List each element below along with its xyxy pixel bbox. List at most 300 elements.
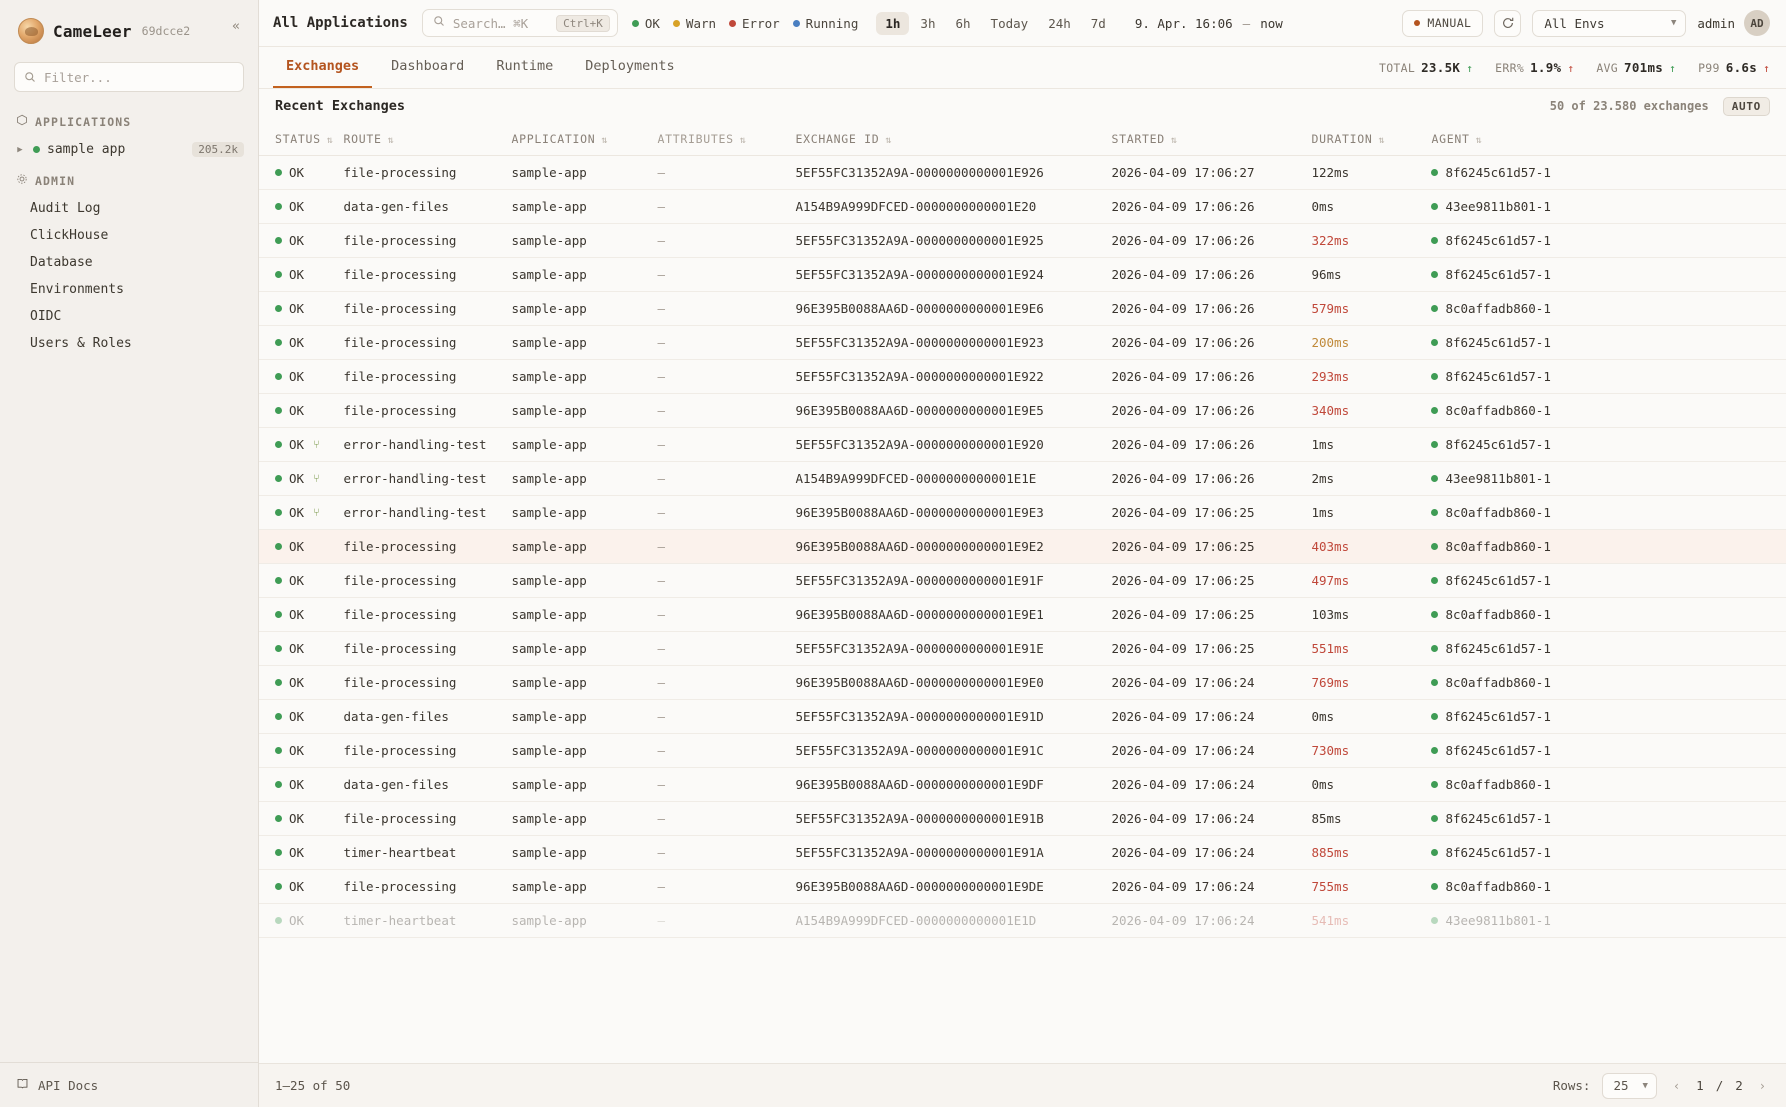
cell-duration: 769ms: [1311, 666, 1431, 700]
cell-started: 2026-04-09 17:06:26: [1111, 326, 1311, 360]
cell-exchange-id: 5EF55FC31352A9A-0000000000001E91F: [795, 564, 1111, 598]
time-from: 9. Apr. 16:06: [1134, 15, 1233, 31]
tab-exchanges[interactable]: Exchanges: [273, 47, 372, 88]
cell-route: file-processing: [343, 326, 511, 360]
table-row[interactable]: [259, 598, 1786, 632]
cell-route: data-gen-files: [343, 190, 511, 224]
table-header: [259, 123, 1786, 156]
range-text: 1–25 of 50: [275, 1078, 351, 1093]
table-row[interactable]: [259, 700, 1786, 734]
cell-status: OK: [259, 802, 343, 836]
cell-agent: 8c0affadb860-1: [1431, 768, 1786, 802]
manual-refresh-button[interactable]: [1402, 10, 1483, 37]
search-shortcut: Ctrl+K: [556, 15, 610, 32]
cell-exchange-id: 5EF55FC31352A9A-0000000000001E91E: [795, 632, 1111, 666]
brand: [0, 0, 258, 58]
main-area: [259, 0, 1786, 1107]
cell-application: sample-app: [511, 360, 657, 394]
exchange-count: 50 of 23.580 exchanges: [1549, 99, 1709, 113]
search-icon: [24, 71, 36, 83]
cell-status: OK: [259, 190, 343, 224]
table-row[interactable]: [259, 156, 1786, 190]
cell-started: 2026-04-09 17:06:26: [1111, 394, 1311, 428]
refresh-clock-icon[interactable]: [1494, 10, 1521, 37]
sidebar-item-label: Users & Roles: [30, 336, 132, 351]
cell-application: sample-app: [511, 530, 657, 564]
cell-agent: 8f6245c61d57-1: [1431, 224, 1786, 258]
cell-started: 2026-04-09 17:06:26: [1111, 224, 1311, 258]
cell-duration: 497ms: [1311, 564, 1431, 598]
metric-value: 1.9%: [1530, 60, 1562, 75]
col-duration[interactable]: DURATION ⇅: [1311, 123, 1431, 156]
cell-attributes: —: [657, 666, 795, 700]
cell-attributes: —: [657, 190, 795, 224]
tab-runtime[interactable]: Runtime: [496, 58, 554, 74]
api-docs-label: API Docs: [38, 1077, 99, 1093]
cell-duration: 403ms: [1311, 530, 1431, 564]
api-docs-link[interactable]: [0, 1062, 258, 1107]
sidebar-item-environments[interactable]: [0, 276, 258, 303]
sidebar-item-database[interactable]: [0, 249, 258, 276]
cell-exchange-id: 5EF55FC31352A9A-0000000000001E91C: [795, 734, 1111, 768]
cell-attributes: —: [657, 802, 795, 836]
admin-section-header: [0, 163, 258, 195]
cell-duration: 103ms: [1311, 598, 1431, 632]
cell-exchange-id: 5EF55FC31352A9A-0000000000001E91A: [795, 836, 1111, 870]
rows-label: Rows:: [1552, 1078, 1591, 1093]
table-row[interactable]: [259, 292, 1786, 326]
metric-label: AVG: [1596, 61, 1618, 75]
cell-exchange-id: 96E395B0088AA6D-0000000000001E9E1: [795, 598, 1111, 632]
cell-status: OK: [259, 292, 343, 326]
cell-application: sample-app: [511, 700, 657, 734]
col-attributes[interactable]: ATTRIBUTES ⇅: [657, 123, 795, 156]
environment-value: All Envs: [1544, 15, 1605, 31]
cell-attributes: —: [657, 428, 795, 462]
topbar: [259, 0, 1786, 47]
prev-page-button[interactable]: ‹: [1672, 1078, 1681, 1093]
cell-application: sample-app: [511, 802, 657, 836]
metric-trend: ↑: [1763, 62, 1770, 75]
cell-duration: 322ms: [1311, 224, 1431, 258]
table-row[interactable]: [259, 530, 1786, 564]
environment-select[interactable]: [1532, 10, 1686, 37]
cell-agent: 8c0affadb860-1: [1431, 394, 1786, 428]
cell-attributes: —: [657, 870, 795, 904]
cell-status: OK: [259, 836, 343, 870]
sidebar-item-label: Environments: [30, 282, 124, 297]
cell-duration: 0ms: [1311, 700, 1431, 734]
table-footer: [259, 1063, 1786, 1107]
sidebar-item-label: ClickHouse: [30, 228, 109, 243]
app-logo-icon: [18, 18, 44, 44]
status-filter-ok[interactable]: [632, 16, 660, 31]
cell-attributes: —: [657, 258, 795, 292]
cell-route: file-processing: [343, 734, 511, 768]
cell-duration: 293ms: [1311, 360, 1431, 394]
cell-agent: 8f6245c61d57-1: [1431, 802, 1786, 836]
cell-application: sample-app: [511, 156, 657, 190]
cell-exchange-id: 96E395B0088AA6D-0000000000001E9DF: [795, 768, 1111, 802]
cell-started: 2026-04-09 17:06:26: [1111, 360, 1311, 394]
cell-agent: 8f6245c61d57-1: [1431, 156, 1786, 190]
tab-dashboard[interactable]: Dashboard: [391, 58, 465, 74]
applications-section-header: [0, 104, 258, 136]
table-row[interactable]: [259, 836, 1786, 870]
cell-duration: 2ms: [1311, 462, 1431, 496]
cell-started: 2026-04-09 17:06:25: [1111, 530, 1311, 564]
status-filter-label: OK: [644, 15, 660, 31]
cell-exchange-id: 96E395B0088AA6D-0000000000001E9DE: [795, 870, 1111, 904]
cell-duration: 122ms: [1311, 156, 1431, 190]
cell-started: 2026-04-09 17:06:26: [1111, 258, 1311, 292]
cell-application: sample-app: [511, 564, 657, 598]
cell-exchange-id: A154B9A999DFCED-0000000000001E1D: [795, 904, 1111, 938]
cell-status: OK: [259, 700, 343, 734]
cell-route: data-gen-files: [343, 700, 511, 734]
cell-attributes: —: [657, 598, 795, 632]
user-name: admin: [1697, 15, 1735, 31]
cell-status: OK: [259, 768, 343, 802]
table-row[interactable]: [259, 564, 1786, 598]
cell-agent: 8c0affadb860-1: [1431, 870, 1786, 904]
sidebar-item-count: 205.2k: [192, 142, 244, 157]
cell-status: OK: [259, 632, 343, 666]
cell-application: sample-app: [511, 768, 657, 802]
cell-application: sample-app: [511, 190, 657, 224]
cell-application: sample-app: [511, 870, 657, 904]
tab-deployments[interactable]: Deployments: [585, 58, 675, 74]
cell-route: file-processing: [343, 632, 511, 666]
cell-application: sample-app: [511, 666, 657, 700]
topbar-right: [1402, 10, 1770, 37]
metric-label: P99: [1698, 61, 1720, 75]
chevron-down-icon: ▼: [1670, 18, 1677, 28]
col-status[interactable]: STATUS ⇅: [259, 123, 343, 156]
cell-status: OK: [259, 904, 343, 938]
metric-total: [1379, 60, 1473, 75]
cell-started: 2026-04-09 17:06:25: [1111, 632, 1311, 666]
cell-duration: 0ms: [1311, 190, 1431, 224]
time-range-3h[interactable]: 3h: [920, 15, 936, 31]
time-range-1h[interactable]: 1h: [876, 12, 909, 35]
cell-application: sample-app: [511, 292, 657, 326]
cell-route: file-processing: [343, 666, 511, 700]
cell-started: 2026-04-09 17:06:25: [1111, 564, 1311, 598]
cell-agent: 8f6245c61d57-1: [1431, 836, 1786, 870]
cell-exchange-id: 5EF55FC31352A9A-0000000000001E91B: [795, 802, 1111, 836]
exchanges-table: [259, 123, 1786, 938]
section-header: [259, 89, 1786, 123]
cell-agent: 8c0affadb860-1: [1431, 598, 1786, 632]
cell-exchange-id: A154B9A999DFCED-0000000000001E1E: [795, 462, 1111, 496]
table-row[interactable]: [259, 768, 1786, 802]
sidebar-item-clickhouse[interactable]: [0, 222, 258, 249]
cell-agent: 8c0affadb860-1: [1431, 496, 1786, 530]
cell-application: sample-app: [511, 224, 657, 258]
sidebar-item-users-roles[interactable]: [0, 330, 258, 357]
table-row[interactable]: [259, 326, 1786, 360]
chevron-right-icon[interactable]: ▶: [17, 144, 23, 155]
time-range-24h[interactable]: 24h: [1048, 15, 1071, 31]
cell-status: OK: [259, 224, 343, 258]
status-filter-label: Running: [805, 15, 859, 31]
cell-exchange-id: 5EF55FC31352A9A-0000000000001E924: [795, 258, 1111, 292]
cell-agent: 8f6245c61d57-1: [1431, 564, 1786, 598]
table-row[interactable]: [259, 394, 1786, 428]
cell-application: sample-app: [511, 598, 657, 632]
cell-agent: 8c0affadb860-1: [1431, 530, 1786, 564]
cell-status: OK: [259, 666, 343, 700]
cell-route: file-processing: [343, 598, 511, 632]
table-row[interactable]: [259, 462, 1786, 496]
table-row[interactable]: [259, 190, 1786, 224]
user-menu[interactable]: [1697, 10, 1770, 36]
sidebar-collapse-icon[interactable]: «: [232, 18, 240, 34]
cell-started: 2026-04-09 17:06:26: [1111, 462, 1311, 496]
section-title: Recent Exchanges: [275, 98, 406, 114]
cell-application: sample-app: [511, 632, 657, 666]
status-filter-running[interactable]: [793, 16, 859, 31]
rows-per-page-select[interactable]: [1602, 1073, 1656, 1099]
sidebar-filter: [0, 58, 258, 104]
table-row[interactable]: [259, 666, 1786, 700]
metric-avg: [1596, 60, 1676, 75]
cell-agent: 8f6245c61d57-1: [1431, 258, 1786, 292]
metric-label: ERR%: [1495, 61, 1525, 75]
cell-route: error-handling-test: [343, 496, 511, 530]
cell-started: 2026-04-09 17:06:24: [1111, 768, 1311, 802]
metric-value: 6.6s: [1725, 60, 1758, 75]
col-route[interactable]: ROUTE ⇅: [343, 123, 511, 156]
book-icon: [16, 1077, 29, 1093]
cell-route: data-gen-files: [343, 768, 511, 802]
cell-status: OK ⑂: [259, 428, 343, 462]
col-agent[interactable]: AGENT ⇅: [1431, 123, 1786, 156]
cell-route: timer-heartbeat: [343, 836, 511, 870]
sidebar-item-label: Audit Log: [30, 201, 101, 216]
cell-route: file-processing: [343, 224, 511, 258]
cell-attributes: —: [657, 156, 795, 190]
page-total: 2: [1735, 1078, 1743, 1093]
table-row[interactable]: [259, 428, 1786, 462]
cell-exchange-id: 5EF55FC31352A9A-0000000000001E926: [795, 156, 1111, 190]
cell-exchange-id: 5EF55FC31352A9A-0000000000001E920: [795, 428, 1111, 462]
cell-route: error-handling-test: [343, 428, 511, 462]
cell-started: 2026-04-09 17:06:26: [1111, 428, 1311, 462]
cell-started: 2026-04-09 17:06:27: [1111, 156, 1311, 190]
cell-started: 2026-04-09 17:06:24: [1111, 734, 1311, 768]
cell-started: 2026-04-09 17:06:24: [1111, 836, 1311, 870]
metric-p99: [1698, 60, 1770, 75]
cell-started: 2026-04-09 17:06:25: [1111, 598, 1311, 632]
cell-duration: 541ms: [1311, 904, 1431, 938]
cell-attributes: —: [657, 292, 795, 326]
search-icon: [433, 15, 445, 31]
status-filter-warn[interactable]: [673, 16, 716, 31]
gear-icon: [16, 173, 28, 188]
cell-exchange-id: A154B9A999DFCED-0000000000001E20: [795, 190, 1111, 224]
cell-attributes: —: [657, 496, 795, 530]
cell-attributes: —: [657, 530, 795, 564]
metric-trend: ↑: [1669, 62, 1677, 75]
cell-agent: 43ee9811b801-1: [1431, 462, 1786, 496]
time-range-7d[interactable]: 7d: [1090, 15, 1106, 31]
cell-agent: 8f6245c61d57-1: [1431, 428, 1786, 462]
col-exchange-id[interactable]: EXCHANGE ID ⇅: [795, 123, 1111, 156]
cell-agent: 43ee9811b801-1: [1431, 904, 1786, 938]
time-range-6h[interactable]: 6h: [955, 15, 971, 31]
cell-started: 2026-04-09 17:06:24: [1111, 666, 1311, 700]
cell-duration: 200ms: [1311, 326, 1431, 360]
cell-status: OK: [259, 326, 343, 360]
cell-duration: 1ms: [1311, 496, 1431, 530]
sidebar: [0, 0, 259, 1107]
metric-label: TOTAL: [1378, 61, 1416, 75]
cell-route: file-processing: [343, 530, 511, 564]
time-range-today[interactable]: Today: [990, 15, 1029, 31]
cell-exchange-id: 5EF55FC31352A9A-0000000000001E925: [795, 224, 1111, 258]
sidebar-item-sample-app[interactable]: [0, 136, 258, 163]
table-row[interactable]: [259, 258, 1786, 292]
metrics-summary: [1379, 60, 1770, 75]
col-application[interactable]: APPLICATION ⇅: [511, 123, 657, 156]
avatar: AD: [1744, 10, 1770, 36]
cell-status: OK: [259, 530, 343, 564]
status-filter-label: Error: [742, 15, 780, 31]
filter-box[interactable]: [14, 62, 244, 92]
metric-err-pct: [1495, 60, 1574, 75]
auto-refresh-badge[interactable]: AUTO: [1723, 97, 1770, 116]
sidebar-item-audit-log[interactable]: [0, 195, 258, 222]
rows-value: 25: [1613, 1078, 1629, 1093]
manual-label: MANUAL: [1427, 16, 1472, 30]
page-title: All Applications: [273, 15, 408, 31]
table-row[interactable]: [259, 360, 1786, 394]
cell-started: 2026-04-09 17:06:24: [1111, 700, 1311, 734]
cell-exchange-id: 96E395B0088AA6D-0000000000001E9E6: [795, 292, 1111, 326]
cell-application: sample-app: [511, 428, 657, 462]
cell-started: 2026-04-09 17:06:24: [1111, 802, 1311, 836]
brand-name: CameLeer: [53, 21, 132, 41]
cell-status: OK: [259, 360, 343, 394]
cell-attributes: —: [657, 360, 795, 394]
cell-agent: 8f6245c61d57-1: [1431, 326, 1786, 360]
table-row[interactable]: [259, 224, 1786, 258]
filter-input[interactable]: [44, 70, 234, 85]
next-page-button[interactable]: ›: [1758, 1078, 1766, 1093]
cell-exchange-id: 5EF55FC31352A9A-0000000000001E922: [795, 360, 1111, 394]
cell-agent: 8c0affadb860-1: [1431, 666, 1786, 700]
cell-duration: 730ms: [1311, 734, 1431, 768]
cell-status: OK ⑂: [259, 462, 343, 496]
cell-duration: 885ms: [1311, 836, 1431, 870]
cell-started: 2026-04-09 17:06:24: [1111, 870, 1311, 904]
global-search[interactable]: [422, 9, 618, 37]
chevron-down-icon: ▼: [1642, 1080, 1648, 1091]
cell-attributes: —: [657, 224, 795, 258]
cell-status: OK: [259, 394, 343, 428]
cell-exchange-id: 5EF55FC31352A9A-0000000000001E91D: [795, 700, 1111, 734]
cell-status: OK: [259, 156, 343, 190]
cell-duration: 579ms: [1311, 292, 1431, 326]
table-body: [259, 156, 1786, 938]
cell-application: sample-app: [511, 836, 657, 870]
metric-trend: ↑: [1567, 62, 1575, 75]
cell-route: file-processing: [343, 292, 511, 326]
cell-duration: 755ms: [1311, 870, 1431, 904]
cell-attributes: —: [657, 836, 795, 870]
cell-started: 2026-04-09 17:06:26: [1111, 190, 1311, 224]
cell-agent: 8f6245c61d57-1: [1431, 360, 1786, 394]
status-filter-label: Warn: [685, 15, 717, 31]
table-row[interactable]: [259, 802, 1786, 836]
cell-application: sample-app: [511, 394, 657, 428]
cell-route: file-processing: [343, 360, 511, 394]
cell-attributes: —: [657, 326, 795, 360]
cell-application: sample-app: [511, 258, 657, 292]
status-filter-error[interactable]: [729, 16, 780, 31]
search-placeholder: Search… ⌘K: [452, 15, 529, 31]
sidebar-item-oidc[interactable]: [0, 303, 258, 330]
time-window[interactable]: [1135, 16, 1283, 31]
cell-duration: 0ms: [1311, 768, 1431, 802]
cell-status: OK: [259, 564, 343, 598]
time-to: now: [1260, 15, 1283, 31]
cell-route: timer-heartbeat: [343, 904, 511, 938]
sidebar-item-label: sample app: [47, 142, 126, 157]
cell-route: file-processing: [343, 258, 511, 292]
table-row[interactable]: [259, 904, 1786, 938]
cell-started: 2026-04-09 17:06:25: [1111, 496, 1311, 530]
cell-application: sample-app: [511, 326, 657, 360]
cell-attributes: —: [657, 904, 795, 938]
cell-exchange-id: 96E395B0088AA6D-0000000000001E9E0: [795, 666, 1111, 700]
cell-attributes: —: [657, 394, 795, 428]
admin-label: ADMIN: [35, 173, 76, 188]
cell-agent: 43ee9811b801-1: [1431, 190, 1786, 224]
cell-duration: 551ms: [1311, 632, 1431, 666]
cell-status: OK: [259, 598, 343, 632]
exchanges-table-wrap: [259, 123, 1786, 1063]
table-row[interactable]: [259, 870, 1786, 904]
tab-bar: [259, 47, 1786, 89]
page-current: 1: [1696, 1078, 1704, 1093]
table-row[interactable]: [259, 632, 1786, 666]
cube-icon: [16, 114, 28, 129]
time-separator: —: [1242, 15, 1251, 31]
col-started[interactable]: STARTED ⇅: [1111, 123, 1311, 156]
metric-value: 701ms: [1624, 60, 1664, 75]
sidebar-item-label: OIDC: [30, 309, 62, 324]
cell-route: file-processing: [343, 156, 511, 190]
cell-status: OK ⑂: [259, 496, 343, 530]
cell-attributes: —: [657, 700, 795, 734]
cell-attributes: —: [657, 632, 795, 666]
cell-duration: 96ms: [1311, 258, 1431, 292]
metric-value: 23.5K: [1421, 60, 1461, 75]
table-row[interactable]: [259, 496, 1786, 530]
cell-status: OK: [259, 870, 343, 904]
cell-started: 2026-04-09 17:06:24: [1111, 904, 1311, 938]
cell-attributes: —: [657, 564, 795, 598]
cell-route: file-processing: [343, 394, 511, 428]
table-row[interactable]: [259, 734, 1786, 768]
cell-exchange-id: 96E395B0088AA6D-0000000000001E9E2: [795, 530, 1111, 564]
cell-agent: 8f6245c61d57-1: [1431, 700, 1786, 734]
cell-duration: 1ms: [1311, 428, 1431, 462]
cell-attributes: —: [657, 768, 795, 802]
